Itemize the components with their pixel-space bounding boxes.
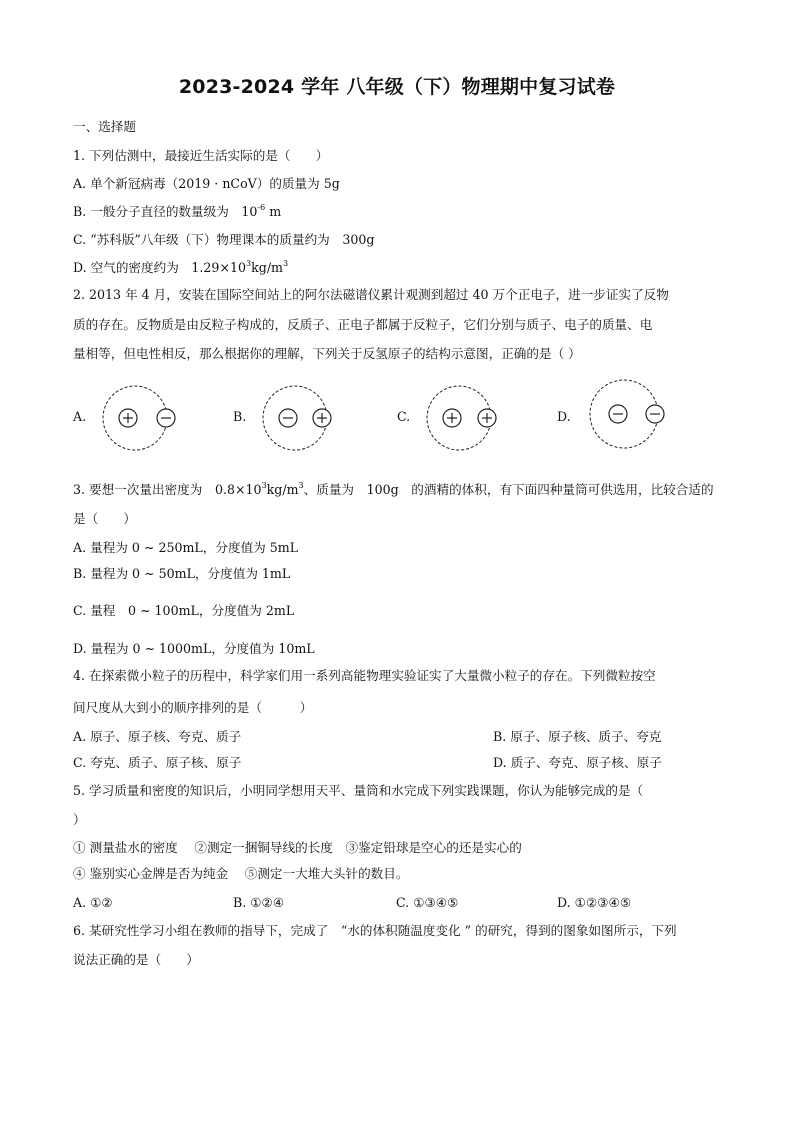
q3-text-a: 3. 要想一次量出密度为 0.8×10 xyxy=(73,482,262,497)
q2-option-b-label: B. xyxy=(233,409,247,424)
q2-line2: 质的存在。反物质是由反粒子构成的，反质子、正电子都属于反粒子，它们分别与质子、电子的质量、电 xyxy=(73,317,653,332)
atom-a xyxy=(90,380,180,460)
q1-d-text: D. 空气的密度约为 1.29×10 xyxy=(73,260,247,275)
q3-line2: 是（ ） xyxy=(73,511,136,526)
q3-option-b: B. 量程为 0 ~ 50mL，分度值为 1mL xyxy=(73,566,291,581)
q3-text-b: 、质量为 100g 的酒精的体积，有下面四种量筒可供选用，比较合适的 xyxy=(303,482,714,497)
q5-line2: ） xyxy=(73,812,86,827)
q2-option-a-label: A. xyxy=(73,409,87,424)
q5-items-line1: ① 测量盐水的密度 ②测定一捆铜导线的长度 ③鉴定铅球是空心的还是实心的 xyxy=(73,840,522,855)
q4-option-c: C. 夸克、质子、原子核、原子 xyxy=(73,755,242,770)
atom-c xyxy=(414,380,504,460)
section-heading: 一、选择题 xyxy=(73,119,136,134)
q3-unit: kg/m xyxy=(266,482,299,497)
q1-option-a: A. 单个新冠病毒（2019 · nCoV）的质量为 5g xyxy=(73,176,340,191)
q3-line1 xyxy=(73,482,714,498)
q1-option-b xyxy=(73,204,281,220)
q1-b-text: B. 一般分子直径的数量级为 10 xyxy=(73,204,258,219)
q1-b-exponent: -6 xyxy=(257,203,266,212)
q3-exponent: 3 xyxy=(261,481,267,490)
q1-stem: 1. 下列估测中，最接近生活实际的是（ ） xyxy=(73,148,329,163)
q4-line2: 间尺度从大到小的顺序排列的是（ ） xyxy=(73,700,313,715)
q6-line2: 说法正确的是（ ） xyxy=(73,952,199,967)
q5-option-d: D. ①②③④⑤ xyxy=(557,895,632,910)
q4-line1: 4. 在探索微小粒子的历程中，科学家们用一系列高能物理实验证实了大量微小粒子的存在。下列微粒按空 xyxy=(73,668,656,683)
q4-option-d: D. 质子、夸克、原子核、原子 xyxy=(493,755,662,770)
q5-line1: 5. 学习质量和密度的知识后，小明同学想用天平、量筒和水完成下列实践课题，你认为能够完成的是（ xyxy=(73,783,644,798)
q1-b-unit: m xyxy=(265,204,282,219)
q5-option-b: B. ①②④ xyxy=(233,895,285,910)
q4-option-b: B. 原子、原子核、质子、夸克 xyxy=(493,729,662,744)
q3-exponent2: 3 xyxy=(298,481,304,490)
q5-option-c: C. ①③④⑤ xyxy=(396,895,459,910)
q1-option-d xyxy=(73,260,288,276)
q2-option-c-label: C. xyxy=(397,409,411,424)
q2-option-d-label: D. xyxy=(557,409,571,424)
q6-line1: 6. 某研究性学习小组在教师的指导下，完成了 “水的体积随温度变化 ” 的研究，得到的图象如图所示，下列 xyxy=(73,923,677,938)
q1-option-c: C. “苏科版”八年级（下）物理课本的质量约为 300g xyxy=(73,232,375,247)
q3-option-a: A. 量程为 0 ~ 250mL，分度值为 5mL xyxy=(73,540,299,555)
q2-line3: 量相等，但电性相反，那么根据你的理解，下列关于反氢原子的结构示意图，正确的是（ ） xyxy=(73,346,581,361)
q5-items-line2: ④ 鉴别实心金牌是否为纯金 ⑤测定一大堆大头针的数目。 xyxy=(73,866,409,881)
q3-option-c: C. 量程 0 ~ 100mL，分度值为 2mL xyxy=(73,603,295,618)
q1-d-unit: kg/m xyxy=(251,260,284,275)
q5-option-a: A. ①② xyxy=(73,895,113,910)
q4-option-a: A. 原子、原子核、夸克、质子 xyxy=(73,729,242,744)
q3-option-d: D. 量程为 0 ~ 1000mL，分度值为 10mL xyxy=(73,641,315,656)
atom-d xyxy=(574,376,674,460)
q2-line1: 2. 2013 年 4 月，安装在国际空间站上的阿尔法磁谱仪累计观测到超过 40 万个正电子，进一步证实了反物 xyxy=(73,287,669,302)
q1-d-exponent2: 3 xyxy=(283,259,289,268)
q1-d-exponent: 3 xyxy=(246,259,252,268)
exam-title: 2023-2024 学年 八年级（下）物理期中复习试卷 xyxy=(178,76,616,98)
atom-b xyxy=(250,380,340,460)
atom-diagrams xyxy=(60,380,700,460)
